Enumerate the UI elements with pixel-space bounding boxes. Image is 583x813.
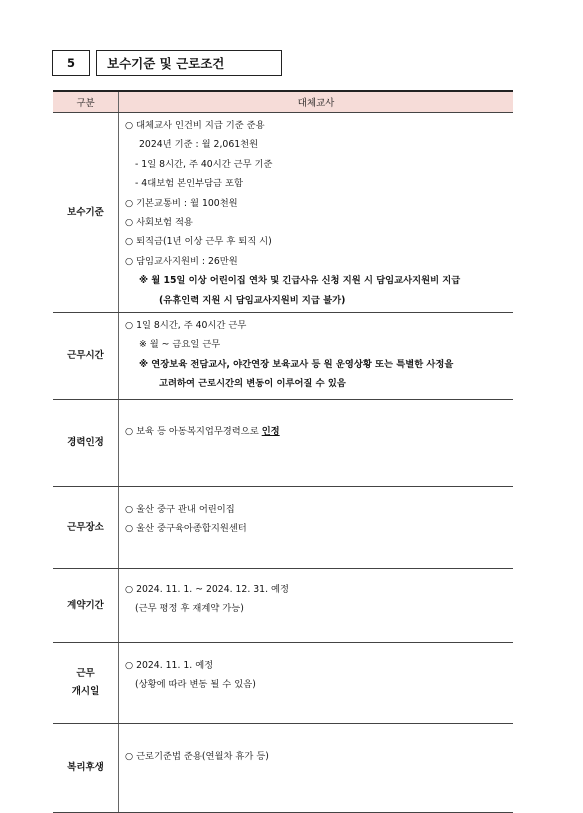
table-row: [53, 113, 513, 313]
row-category-start-date: 근무 개시일: [53, 643, 119, 724]
career-recognized: 인정: [261, 426, 280, 437]
list-item: ○ 사회보험 적용: [125, 217, 193, 229]
row-content-hours: [119, 313, 514, 400]
section-header: [52, 50, 282, 76]
header-category: 구분: [53, 91, 119, 113]
table-row: [53, 724, 513, 813]
list-item: ○ 대체교사 인건비 지급 기준 준용: [125, 120, 265, 131]
table-row: [53, 313, 513, 400]
note-item: ※ 월 15일 이상 어린이집 연차 및 긴급사유 신청 지원 시 담임교사지원비 지급: [139, 275, 461, 287]
list-item: ○ 근로기준법 준용(연월차 휴가 등): [125, 751, 269, 762]
career-text: ○ 보육 등 아동복지업무경력으로: [125, 426, 262, 437]
section-number: 5: [52, 50, 90, 76]
list-item: ○ 1일 8시간, 주 40시간 근무: [125, 320, 247, 331]
list-item: ○ 기본교통비 : 월 100천원: [125, 197, 238, 209]
row-category-pay: 보수기준: [53, 113, 119, 313]
list-item: ○ 2024. 11. 1. ~ 2024. 12. 31. 예정: [125, 584, 289, 595]
note-item: 고려하여 근로시간의 변동이 이루어질 수 있음: [159, 378, 346, 390]
row-content-start-date: [119, 643, 514, 724]
table-row: [53, 569, 513, 643]
conditions-table: [53, 90, 513, 813]
list-item: (근무 평정 후 재계약 가능): [135, 603, 244, 615]
list-item: ○ 퇴직금(1년 이상 근무 후 퇴직 시): [125, 236, 272, 248]
list-item: ○ 담임교사지원비 : 26만원: [125, 255, 238, 267]
row-content-contract: [119, 569, 514, 643]
row-category-career: 경력인정: [53, 400, 119, 487]
table-row: [53, 487, 513, 569]
row-category-contract: 계약기간: [53, 569, 119, 643]
header-substitute-teacher: 대체교사: [119, 91, 514, 113]
row-content-welfare: [119, 724, 514, 813]
row-content-career: [119, 400, 514, 487]
row-category-hours: 근무시간: [53, 313, 119, 400]
list-item: - 4대보험 본인부담금 포함: [135, 178, 243, 190]
table-header-row: [53, 91, 513, 113]
note-item: ※ 월 ~ 금요일 근무: [139, 339, 221, 351]
table-row: [53, 400, 513, 487]
list-item: [125, 422, 513, 441]
list-item: 2024년 기준 : 월 2,061천원: [139, 139, 259, 151]
row-category-welfare: 복리후생: [53, 724, 119, 813]
note-item: ※ 연장보육 전담교사, 야간연장 보육교사 등 원 운영상황 또는 특별한 사정을: [139, 358, 454, 370]
list-item: (상황에 따라 변동 될 수 있음): [135, 679, 256, 691]
row-content-pay: [119, 113, 514, 313]
list-item: ○ 울산 중구육아종합지원센터: [125, 523, 247, 535]
list-item: ○ 2024. 11. 1. 예정: [125, 660, 214, 671]
row-category-location: 근무장소: [53, 487, 119, 569]
table-row: [53, 643, 513, 724]
list-item: - 1일 8시간, 주 40시간 근무 기준: [135, 158, 273, 170]
note-item: (유휴인력 지원 시 담임교사지원비 지급 불가): [159, 294, 346, 306]
section-title: 보수기준 및 근로조건: [96, 50, 282, 76]
row-content-location: [119, 487, 514, 569]
list-item: ○ 울산 중구 관내 어린이집: [125, 504, 235, 515]
